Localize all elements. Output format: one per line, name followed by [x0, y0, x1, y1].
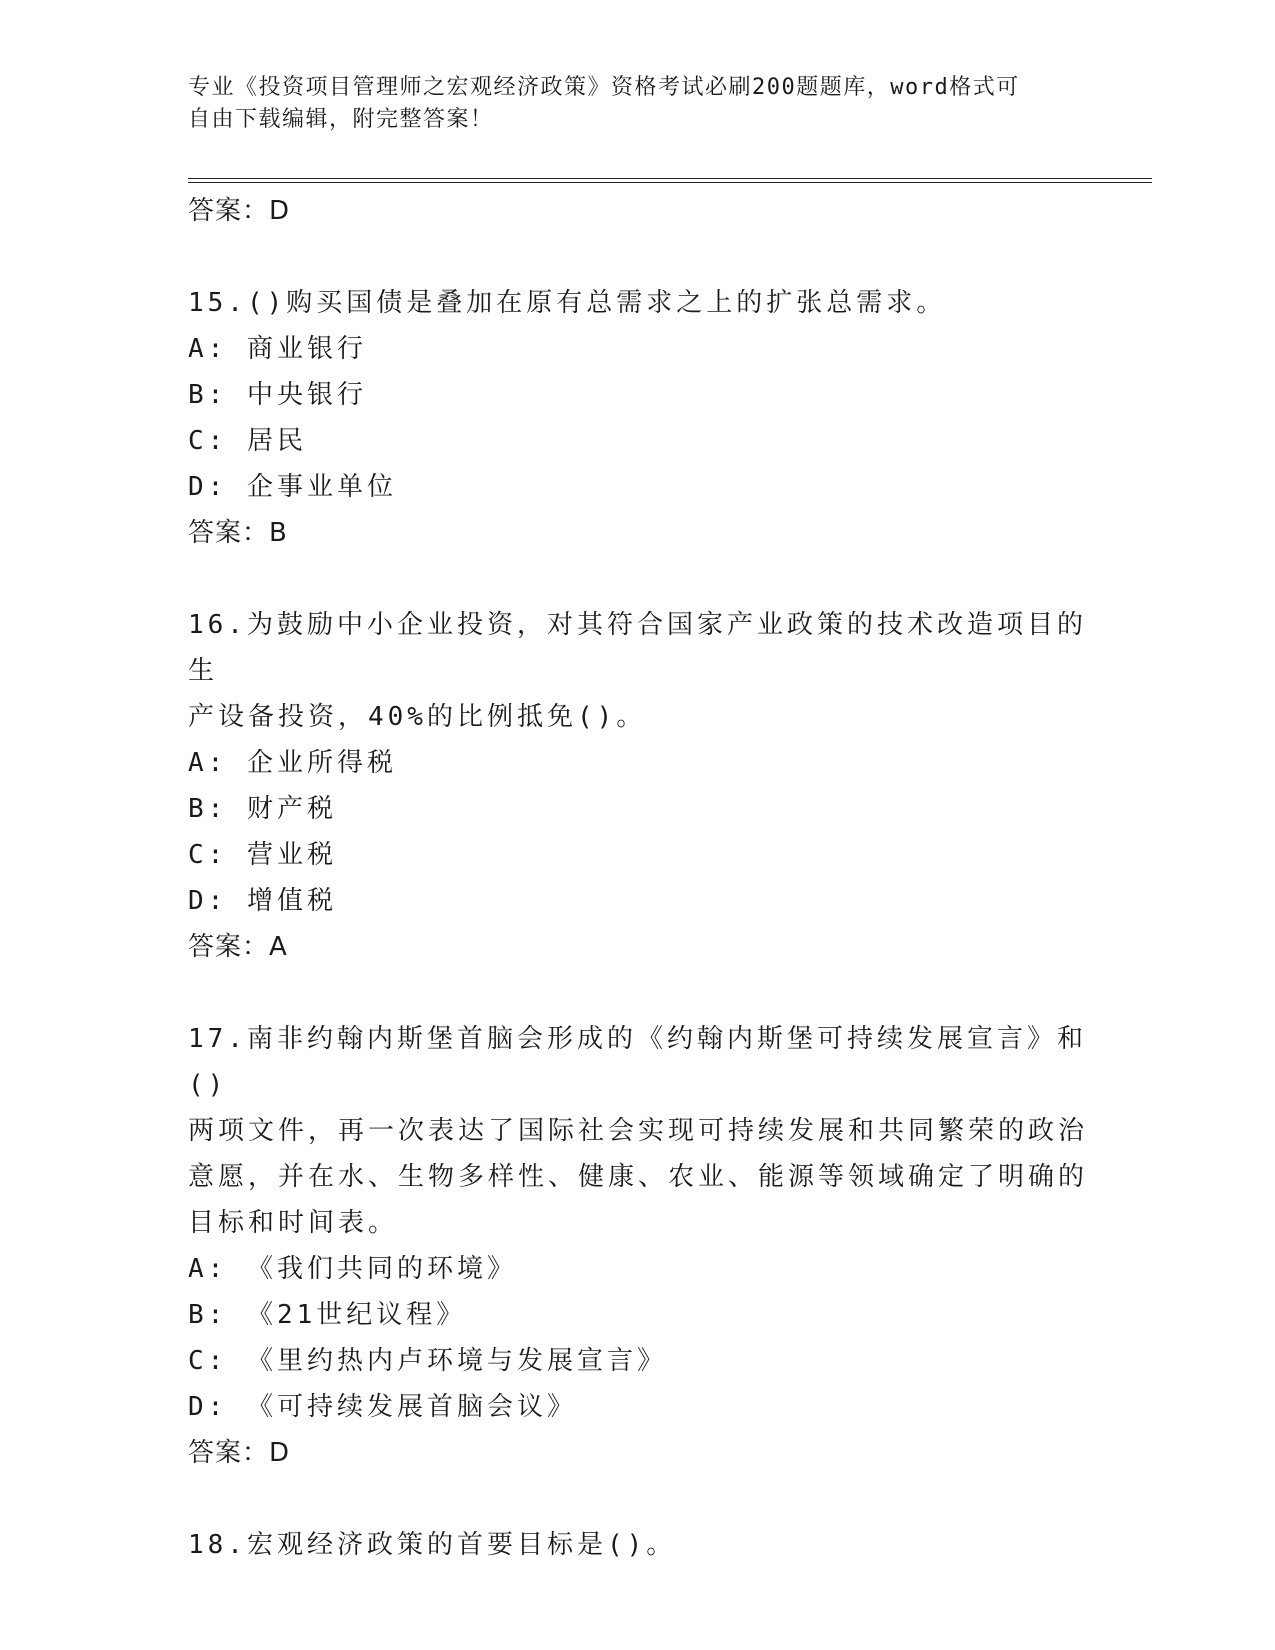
question-block: [188, 1016, 1088, 1476]
answer-line: 答案：A: [188, 932, 288, 962]
answer-option: A: 商业银行: [188, 334, 367, 364]
question-text: 两项文件，再一次表达了国际社会实现可持续发展和共同繁荣的政治: [188, 1116, 1089, 1146]
answer-option: C: 《里约热内卢环境与发展宣言》: [188, 1346, 667, 1376]
question-text: 目标和时间表。: [188, 1208, 399, 1238]
question-text: 产设备投资，40%的比例抵免()。: [188, 702, 647, 732]
answer-option: D: 《可持续发展首脑会议》: [188, 1392, 577, 1422]
answer-option: C: 居民: [188, 426, 307, 456]
question-block: [188, 602, 1088, 970]
question-text: 18.宏观经济政策的首要目标是()。: [188, 1530, 677, 1560]
answer-option: D: 企事业单位: [188, 472, 397, 502]
question-block: [188, 1522, 1088, 1568]
header-divider: [188, 178, 1152, 183]
question-block: [188, 280, 1088, 556]
answer-line: 答案：B: [188, 518, 288, 548]
header-line-1: 专业《投资项目管理师之宏观经济政策》资格考试必刷200题题库，word格式可: [188, 75, 1020, 100]
question-text: 17.南非约翰内斯堡首脑会形成的《约翰内斯堡可持续发展宣言》和(): [188, 1024, 1087, 1100]
document-header: [188, 72, 1068, 136]
question-text: 15.()购买国债是叠加在原有总需求之上的扩张总需求。: [188, 288, 947, 318]
answer-option: C: 营业税: [188, 840, 337, 870]
answer-option: B: 中央银行: [188, 380, 367, 410]
answer-option: A: 企业所得税: [188, 748, 397, 778]
answer-option: D: 增值税: [188, 886, 337, 916]
answer-line: 答案：D: [188, 196, 291, 226]
question-text: 16.为鼓励中小企业投资，对其符合国家产业政策的技术改造项目的生: [188, 610, 1087, 686]
answer-line: 答案：D: [188, 1438, 291, 1468]
question-list: [188, 188, 1088, 1568]
answer-option: B: 财产税: [188, 794, 337, 824]
answer-option: B: 《21世纪议程》: [188, 1300, 467, 1330]
question-text: 意愿，并在水、生物多样性、健康、农业、能源等领域确定了明确的: [188, 1162, 1089, 1192]
header-line-2: 自由下载编辑，附完整答案！: [188, 107, 494, 132]
answer-option: A: 《我们共同的环境》: [188, 1254, 517, 1284]
